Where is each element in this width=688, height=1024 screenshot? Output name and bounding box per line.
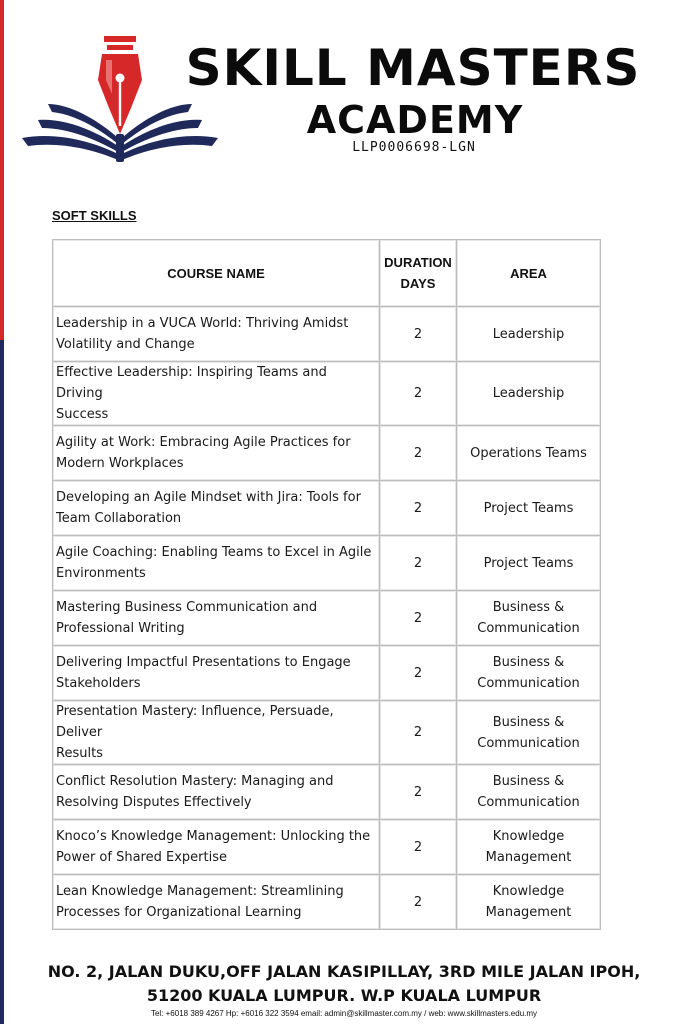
column-header-area: AREA	[457, 240, 601, 307]
course-name-cell	[53, 646, 380, 701]
footer-address-line1: NO. 2, JALAN DUKU,OFF JALAN KASIPILLAY, 3RD MILE JALAN IPOH,	[47, 962, 641, 981]
course-name-line2: Environments	[56, 566, 146, 581]
duration-header-line1: DURATION	[384, 255, 452, 270]
table-row	[53, 362, 601, 426]
table-row	[53, 307, 601, 362]
course-name-cell	[53, 875, 380, 930]
course-name-line2: Results	[56, 746, 103, 761]
table-row	[53, 875, 601, 930]
left-edge-navy-stripe	[0, 340, 4, 1024]
duration-cell: 2	[380, 536, 457, 591]
course-name-line2: Team Collaboration	[56, 511, 182, 526]
table-row	[53, 481, 601, 536]
course-name-cell	[53, 307, 380, 362]
duration-cell: 2	[380, 362, 457, 426]
course-name-line2: Success	[56, 407, 109, 422]
course-name-line1: Delivering Impactful Presentations to Engage	[56, 655, 351, 670]
area-line2: Management	[485, 905, 572, 920]
area-cell	[457, 875, 601, 930]
area-line2: Management	[485, 850, 572, 865]
duration-header-line2: DAYS	[400, 276, 436, 291]
duration-cell: 2	[380, 875, 457, 930]
course-name-line2: Modern Workplaces	[56, 456, 184, 471]
course-name-line2: Processes for Organizational Learning	[56, 905, 302, 920]
brand-subtitle: ACADEMY	[306, 98, 524, 142]
section-title: SOFT SKILLS	[52, 208, 137, 223]
course-table	[52, 239, 601, 930]
duration-cell: 2	[380, 701, 457, 765]
area-cell	[457, 646, 601, 701]
area-line2: Communication	[477, 621, 580, 636]
left-edge-red-stripe	[0, 0, 4, 340]
duration-cell: 2	[380, 591, 457, 646]
area-line1: Business &	[492, 600, 565, 615]
area-line1: Business &	[492, 774, 565, 789]
course-name-line2: Volatility and Change	[56, 337, 195, 352]
area-cell	[457, 701, 601, 765]
area-line1: Business &	[492, 655, 565, 670]
table-row	[53, 820, 601, 875]
course-name-line1: Leadership in a VUCA World: Thriving Amidst	[56, 316, 349, 331]
course-name-line2: Professional Writing	[56, 621, 185, 636]
pen-nib-icon	[98, 36, 142, 134]
area-cell	[457, 765, 601, 820]
area-cell	[457, 820, 601, 875]
registration-number: LLP0006698-LGN	[352, 140, 476, 155]
footer-contact: Tel: +6018 389 4267 Hp: +6016 322 3594 email: admin@skillmaster.com.my / web: www.skillmasters.edu.my	[150, 1009, 538, 1018]
course-name-cell	[53, 426, 380, 481]
table-row	[53, 765, 601, 820]
area-line2: Communication	[477, 735, 580, 751]
course-name-line1: Developing an Agile Mindset with Jira: Tools for	[56, 490, 361, 505]
table-header-row	[53, 240, 601, 307]
course-name-line2: Resolving Disputes Effectively	[56, 795, 252, 810]
table-row	[53, 426, 601, 481]
course-name-line1: Presentation Mastery: Influence, Persuade, Deliver	[56, 704, 334, 740]
duration-cell: 2	[380, 646, 457, 701]
area-cell	[457, 307, 601, 362]
column-header-duration	[380, 240, 457, 307]
area-cell	[457, 362, 601, 426]
course-name-cell	[53, 591, 380, 646]
course-name-line1: Lean Knowledge Management: Streamlining	[56, 884, 344, 899]
area-cell	[457, 426, 601, 481]
course-name-line1: Agility at Work: Embracing Agile Practices for	[56, 435, 351, 450]
duration-cell: 2	[380, 426, 457, 481]
course-name-line1: Conflict Resolution Mastery: Managing and	[56, 774, 334, 789]
course-name-line2: Stakeholders	[56, 676, 141, 691]
course-name-line1: Effective Leadership: Inspiring Teams and Driving	[56, 365, 327, 401]
course-name-cell	[53, 701, 380, 765]
area-line1: Operations Teams	[470, 445, 587, 461]
duration-cell: 2	[380, 820, 457, 875]
area-line2: Communication	[477, 795, 580, 810]
area-cell	[457, 481, 601, 536]
table-row	[53, 701, 601, 765]
area-line1: Business &	[492, 714, 565, 730]
course-name-cell	[53, 820, 380, 875]
table-row	[53, 591, 601, 646]
course-name-cell	[53, 765, 380, 820]
area-cell	[457, 536, 601, 591]
duration-cell: 2	[380, 307, 457, 362]
course-name-line2: Power of Shared Expertise	[56, 850, 227, 865]
course-name-cell	[53, 362, 380, 426]
area-line1: Knowledge	[492, 829, 565, 844]
duration-cell: 2	[380, 481, 457, 536]
area-line1: Knowledge	[492, 884, 565, 899]
column-header-course-name: COURSE NAME	[53, 240, 380, 307]
course-name-line1: Knoco’s Knowledge Management: Unlocking the	[56, 829, 371, 844]
area-line2: Communication	[477, 676, 580, 691]
footer-address-line2: 51200 KUALA LUMPUR. W.P KUALA LUMPUR	[146, 986, 542, 1005]
course-name-line1: Agile Coaching: Enabling Teams to Excel in Agile	[56, 545, 372, 560]
duration-cell: 2	[380, 765, 457, 820]
area-line1: Project Teams	[483, 500, 574, 516]
table-row	[53, 646, 601, 701]
course-name-cell	[53, 481, 380, 536]
area-cell	[457, 591, 601, 646]
area-line1: Leadership	[492, 326, 565, 342]
area-line1: Leadership	[492, 386, 565, 401]
table-row	[53, 536, 601, 591]
area-line1: Project Teams	[483, 555, 574, 571]
brand-title: SKILL MASTERS	[185, 39, 641, 97]
course-name-line1: Mastering Business Communication and	[56, 600, 318, 615]
course-name-cell	[53, 536, 380, 591]
